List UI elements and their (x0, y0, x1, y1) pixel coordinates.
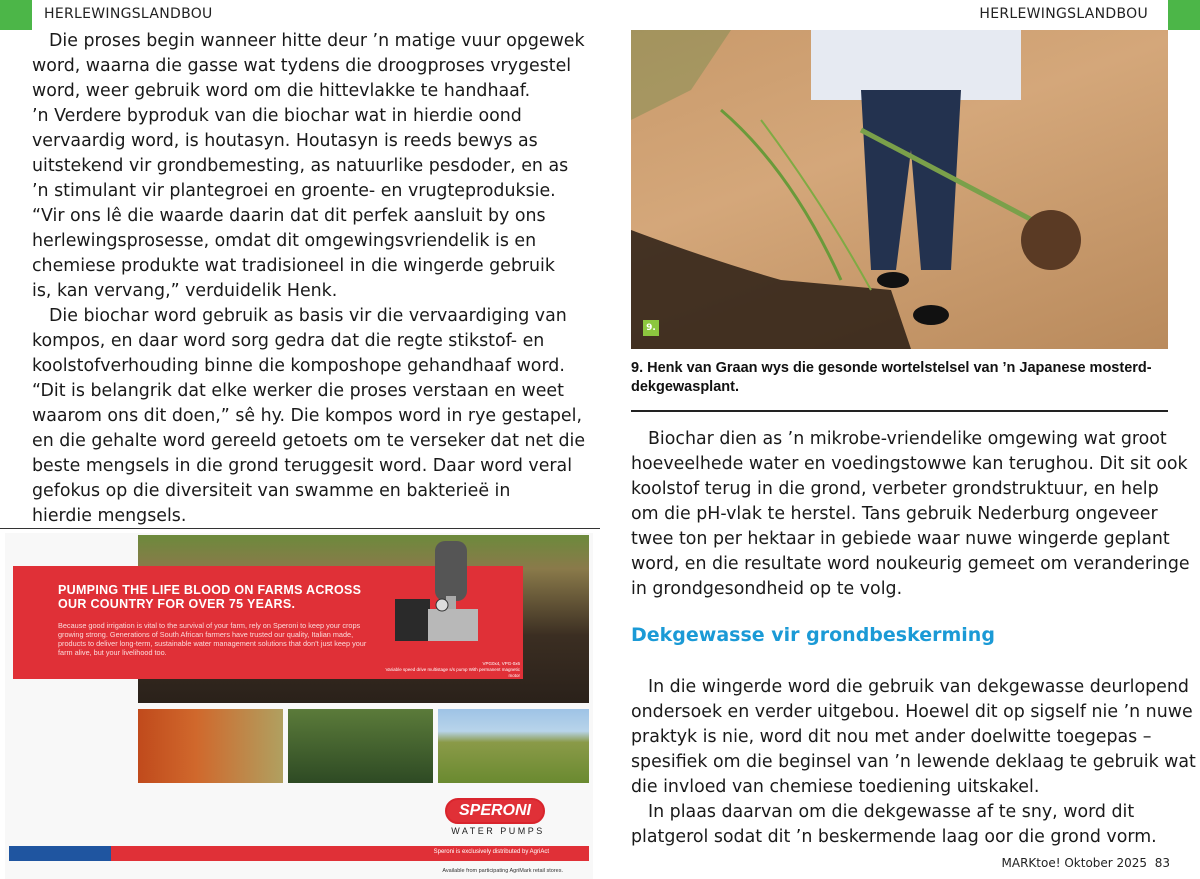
irrigation-field-photo (288, 709, 433, 783)
text-line: word, waarna die gasse wat tydens die droogproses vrygestel (32, 56, 572, 76)
text-line: beste mengsels in die grond teruggesit word. Daar word veral (32, 456, 573, 476)
text-line: hoeveelhede water en voedingstowwe kan terughou. Dit sit ook (631, 454, 1188, 474)
text-line: koolstofverhouding binne die komposhope gehandhaaf word. (32, 356, 565, 376)
text-line: gefokus op die diversiteit van swamme en bakterieë in (32, 481, 511, 501)
text-line: ’n stimulant vir plantegroei en groente- en vrugteproduksie. (32, 181, 556, 201)
page-footer: MARKtoe! Oktober 2025 83 (1001, 856, 1170, 870)
text-line: uitstekend vir grondbemesting, as natuurlike pesdoder, en as (32, 156, 569, 176)
page-number: 83 (1154, 856, 1170, 870)
photo-number-badge: 9. (643, 320, 659, 336)
text-line: In plaas daarvan om die dekgewasse af te sny, word dit (648, 802, 1135, 822)
speroni-logo: SPERONI (445, 798, 545, 824)
right-paragraph-3 (631, 800, 1157, 850)
right-paragraph-1 (631, 427, 1190, 602)
caption-rule (631, 410, 1168, 412)
section-label-right: HERLEWINGSLANDBOU (979, 6, 1148, 22)
text-line: ondersoek en verder uitgebou. Hoewel dit op sigself nie ’n nuwe (631, 702, 1193, 722)
text-line: chemiese produkte wat tradisioneel in die wingerde gebruik (32, 256, 555, 276)
section-heading: Dekgewasse vir grondbeskerming (631, 624, 995, 646)
text-line: Die biochar word gebruik as basis vir die vervaardiging van (49, 306, 567, 326)
text-line: “Dit is belangrik dat elke werker die proses verstaan en weet (32, 381, 564, 401)
pump-caption: VPG0x4, VPG-0x6 Variable speed drive multistage s/s pump With permanent magnetic motor (385, 661, 520, 678)
text-line: ’n Verdere byproduk van die biochar wat in hierdie oond (32, 106, 522, 126)
text-line: word, weer gebruik word om die hittevlakke te handhaaf. (32, 81, 531, 101)
speroni-advertisement (5, 533, 593, 879)
text-line: In die wingerde word die gebruik van dekgewasse deurlopend (648, 677, 1189, 697)
ad-headline: PUMPING THE LIFE BLOOD ON FARMS ACROSS OUR COUNTRY FOR OVER 75 YEARS. (58, 583, 362, 611)
crop-photo (438, 709, 589, 783)
text-line: spesifiek om die beginsel van ’n lewende deklaag te gebruik wat (631, 752, 1196, 772)
text-line: koolstof terug in die grond, verbeter grondstruktuur, en help (631, 479, 1159, 499)
text-line: Biochar dien as ’n mikrobe-vriendelike omgewing wat groot (648, 429, 1167, 449)
farmers-photo (138, 709, 283, 783)
text-line: waarom ons dit doen,” sê hy. Die kompos word in rye gestapel, (32, 406, 582, 426)
text-line: “Vir ons lê die waarde daarin dat dit perfek aansluit by ons (32, 206, 546, 226)
right-paragraph-2 (631, 675, 1196, 800)
left-article-column (32, 29, 585, 529)
logo-subtitle: WATER PUMPS (451, 826, 545, 836)
ad-body: Because good irrigation is vital to the survival of your farm, rely on Speroni to keep your crops growing strong. Generations of South African farmers have trusted our quality, Italian made, products to deliver long-term, sustainable water management solutions that don’t just keep your farm alive, but your livelihood too. (58, 621, 367, 657)
text-line: Die proses begin wanneer hitte deur ’n matige vuur opgewek (49, 31, 585, 51)
text-line: vervaardig word, is houtasyn. Houtasyn is reeds bewys as (32, 131, 538, 151)
text-line: hierdie mengsels. (32, 506, 187, 526)
text-line: is, kan vervang,” verduidelik Henk. (32, 281, 338, 301)
section-tab-right (1168, 0, 1200, 30)
availability-text: Available from participating AgriMark retail stores. (442, 868, 563, 874)
text-line: herlewingsprosesse, omdat dit omgewingsvriendelik is en (32, 231, 537, 251)
text-line: kompos, en daar word sorg gedra dat die regte stikstof- en (32, 331, 545, 351)
text-line: om die pH-vlak te herstel. Tans gebruik Nederburg ongeveer (631, 504, 1158, 524)
distributor-text: Speroni is exclusively distributed by AgriAct (433, 849, 549, 855)
text-line: en die gehalte word gereeld getoets om te verseker dat net die (32, 431, 586, 451)
photo-caption: 9. Henk van Graan wys die gesonde wortelstelsel van ’n Japanese mosterd-dekgewasplant. (631, 360, 1152, 395)
text-line: praktyk is nie, word dit nou met ander doelwitte toegepas – (631, 727, 1152, 747)
section-tab-left (0, 0, 32, 30)
text-line: word, en die resultate word noukeurig gemeet om veranderinge (631, 554, 1190, 574)
article-photo (631, 30, 1168, 349)
section-label-left: HERLEWINGSLANDBOU (44, 6, 213, 22)
ad-footer-bar (9, 846, 589, 861)
text-line: platgerol sodat dit ’n beskermende laag oor die grond vorm. (631, 827, 1157, 847)
pump-image (390, 541, 480, 651)
text-line: in grondgesondheid op te volg. (631, 579, 903, 599)
text-line: twee ton per hektaar in gebiede waar nuwe wingerde geplant (631, 529, 1170, 549)
divider (0, 528, 600, 529)
text-line: die invloed van chemiese toediening uitskakel. (631, 777, 1040, 797)
